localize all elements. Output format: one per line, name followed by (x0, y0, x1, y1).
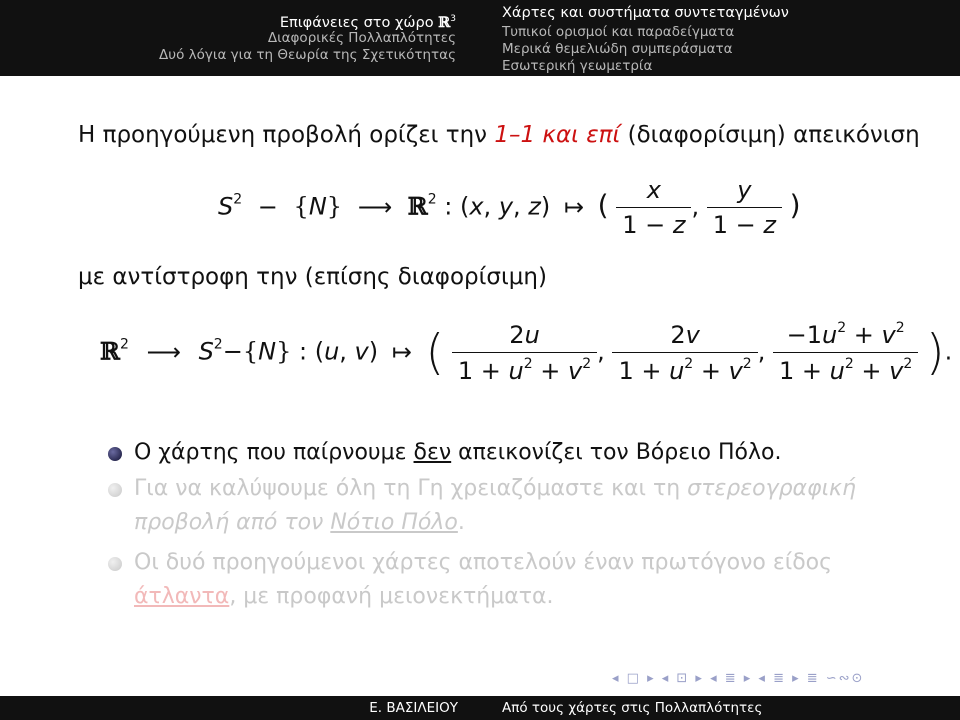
bullet-item (108, 472, 908, 540)
bullet-italic: στερεογραφική προβολή από τον (134, 476, 856, 535)
middle-text: με αντίστροφη την (επίσης διαφορίσιμη) (78, 264, 547, 290)
footer-title: Από τους χάρτες στις Πολλαπλότητες (502, 700, 763, 716)
subsection-link-3[interactable]: Εσωτερική γεωμετρία (502, 58, 653, 74)
bullet-text: . (457, 510, 465, 535)
navigation-symbols[interactable]: ◂ □ ▸ ◂ ⊡ ▸ ◂ ≣ ▸ ◂ ≣ ▸ ≣ ∽∾⊙ (612, 671, 865, 686)
bullet-underline: Νότιο Πόλο (330, 510, 458, 535)
subsection-link-1[interactable]: Τυπικοί ορισμοί και παραδείγματα (502, 24, 735, 40)
bullet-item (108, 436, 908, 470)
subsection-link-2[interactable]: Μερικά θεμελιώδη συμπεράσματα (502, 41, 733, 57)
bullet-text: , με προφανή μειονεκτήματα. (229, 584, 554, 609)
bullet-text: Οι δυό προηγούμενοι χάρτες αποτελούν έναν πρωτόγονο είδος (134, 550, 833, 575)
intro-prefix: Η προηγούμενη προβολή ορίζει την (78, 122, 495, 148)
footer-bar (0, 696, 960, 720)
section-link-relativity[interactable]: Δυό λόγια για τη Θεωρία της Σχετικότητας (159, 47, 456, 63)
section-title-text: Επιφάνειες στο χώρο (279, 15, 434, 31)
bullet-dot-icon (108, 557, 122, 571)
exponent: 3 (450, 14, 456, 24)
bullet-dot-icon (108, 483, 122, 497)
intro-text (78, 122, 920, 148)
bullet-item (108, 546, 908, 614)
intro-suffix: (διαφορίσιμη) απεικόνιση (620, 122, 920, 148)
bullet-text: Για να καλύψουμε όλη τη Γη χρειαζόμαστε και τη (134, 476, 688, 501)
bullet-text: απεικονίζει τον Βόρειο Πόλο. (451, 440, 782, 465)
reals-symbol: ℝ (438, 14, 451, 31)
bullet-list (108, 436, 908, 616)
section-link-manifolds[interactable]: Διαφορικές Πολλαπλότητες (267, 30, 456, 46)
formula-inverse: ℝ$^2$ ⟶ $S^2-\{N\}$ : (u, v) ↦ ( $\frac{2u}{1 + u^2 + v^2}$ , $\frac{2v}{1 + u^2 + v^2}$ , $\frac{-1u^2 + v^2}{1 + u^2 + v^2}$ ). (100, 320, 953, 385)
intro-highlight: 1–1 και επί (494, 122, 621, 148)
subsection-current[interactable]: Χάρτες και συστήματα συντεταγμένων (502, 5, 789, 21)
header-right (502, 0, 960, 76)
bullet-underline: δεν (413, 440, 452, 465)
bullet-dot-icon (108, 447, 122, 461)
header-bar (0, 0, 960, 76)
header-left (0, 0, 478, 76)
bullet-text: Ο χάρτης που παίρνουμε (134, 440, 414, 465)
bullet-highlight: άτλαντα (134, 584, 230, 609)
formula-projection: $S^2 - \{N\}$ ⟶ ℝ$^2$ : (x, y, z) ↦ ( $\frac{x}{1 - z}$ , $\frac{y}{1 - z}$ ) (218, 176, 801, 239)
footer-author: Ε. ΒΑΣΙΛΕΙΟΥ (369, 700, 458, 716)
